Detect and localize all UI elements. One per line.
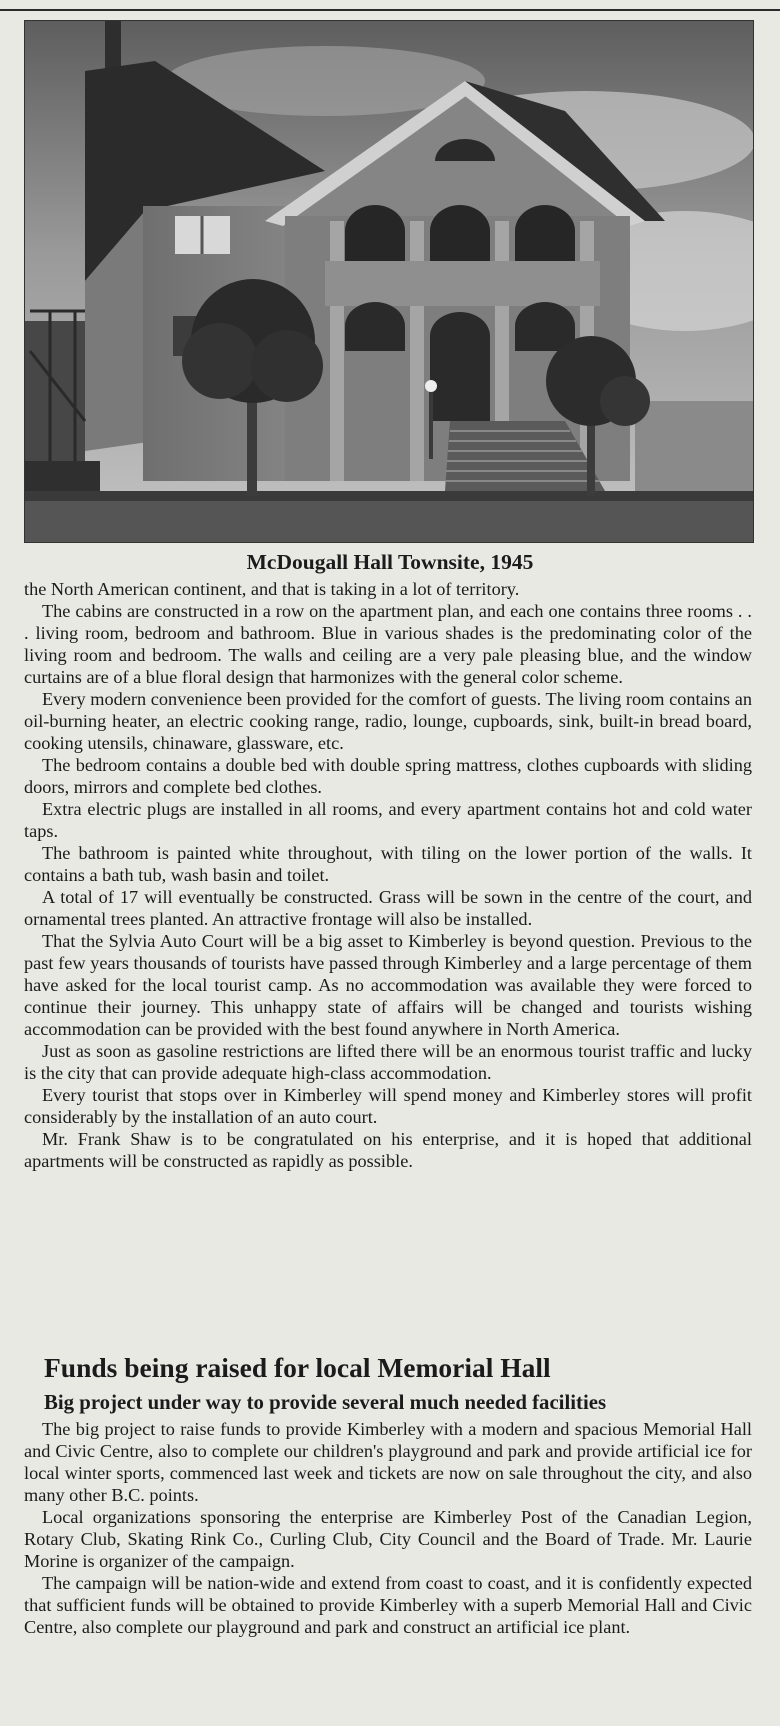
- photo-illustration: [25, 21, 753, 542]
- article-paragraph: the North American continent, and that is taking in a lot of territory.: [24, 579, 520, 599]
- memorial-paragraph: The campaign will be nation-wide and extend from coast to coast, and it is confidently expected that sufficient funds will be obtained to provide Kimberley with a superb Memorial Hall and Civic Centre, also complete our playground and park and construct an artificial ice plant.: [24, 1573, 752, 1637]
- memorial-paragraph: The big project to raise funds to provide Kimberley with a modern and spacious Memorial Hall and Civic Centre, also to complete our children's playground and park and provide artificial ice for local winter sports, commenced last week and tickets are now on sale throughout the city, and also many other B.C. points.: [24, 1419, 752, 1505]
- article-paragraph: Extra electric plugs are installed in all rooms, and every apartment contains hot and cold water taps.: [24, 799, 752, 841]
- article-continued: [24, 578, 752, 1172]
- article-paragraph: That the Sylvia Auto Court will be a big asset to Kimberley is beyond question. Previous to the past few years thousands of tourists have passed through Kimberley and a large percentage of them have asked for the local tourist camp. As no accommodation was available they were forced to continue their journey. This unhappy state of affairs will be changed and tourists wishing accommodation can be provided with the best found anywhere in North America.: [24, 931, 752, 1039]
- article-paragraph: Mr. Frank Shaw is to be congratulated on his enterprise, and it is hoped that additional apartments will be constructed as rapidly as possible.: [24, 1129, 752, 1171]
- article-paragraph: Just as soon as gasoline restrictions are lifted there will be an enormous tourist traffic and lucky is the city that can provide adequate high-class accommodation.: [24, 1041, 752, 1083]
- top-rule: [0, 9, 780, 11]
- building-photo: [24, 20, 754, 543]
- article-paragraph: Every modern convenience been provided for the comfort of guests. The living room contains an oil-burning heater, an electric cooking range, radio, lounge, cupboards, sink, built-in bread board, cooking utensils, chinaware, glassware, etc.: [24, 689, 752, 753]
- article-paragraph: A total of 17 will eventually be constructed. Grass will be sown in the centre of the court, and ornamental trees planted. An attractive frontage will also be installed.: [24, 887, 752, 929]
- memorial-headline: Funds being raised for local Memorial Hall: [44, 1352, 551, 1383]
- article-paragraph: The cabins are constructed in a row on the apartment plan, and each one contains three rooms . . . living room, bedroom and bathroom. Blue in various shades is the predominating color of the living room and bedroom. The walls and ceiling are a very pale pleasing blue, and the window curtains are of a blue floral design that harmonizes with the general color scheme.: [24, 601, 752, 687]
- article-paragraph: The bedroom contains a double bed with double spring mattress, clothes cupboards with sliding doors, mirrors and complete bed clothes.: [24, 755, 752, 797]
- memorial-subhead: Big project under way to provide several much needed facilities: [44, 1391, 607, 1414]
- article-paragraph: The bathroom is painted white throughout, with tiling on the lower portion of the walls. It contains a bath tub, wash basin and toilet.: [24, 843, 752, 885]
- article-paragraph: Every tourist that stops over in Kimberley will spend money and Kimberley stores will profit considerably by the installation of an auto court.: [24, 1085, 752, 1127]
- memorial-paragraph: Local organizations sponsoring the enterprise are Kimberley Post of the Canadian Legion, Rotary Club, Skating Rink Co., Curling Club, City Council and the Board of Trade. Mr. Laurie Morine is organizer of the campaign.: [24, 1507, 752, 1571]
- photo-caption: McDougall Hall Townsite, 1945: [246, 550, 534, 574]
- memorial-article: [24, 1418, 752, 1638]
